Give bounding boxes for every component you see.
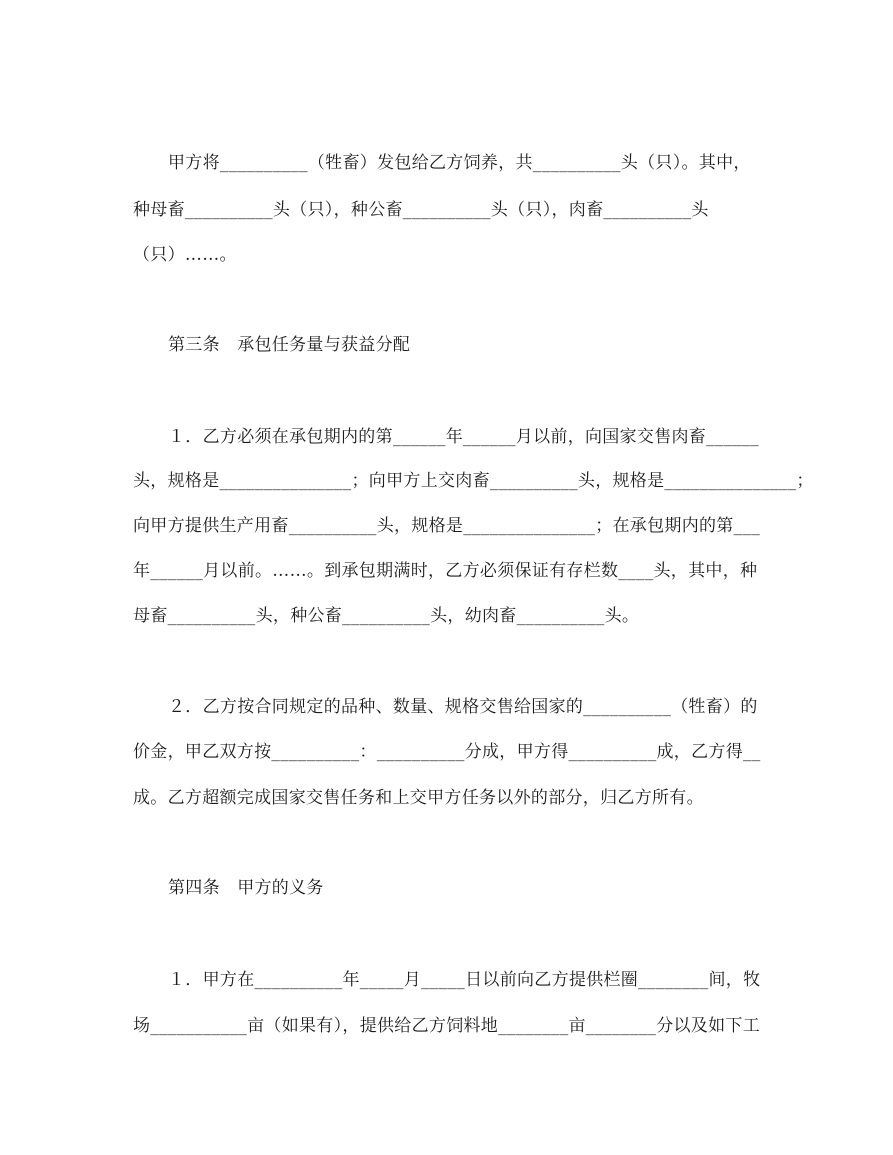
paragraph-line: 甲方将__________（牲畜）发包给乙方饲养，共__________头（只）。其中， — [168, 153, 751, 173]
paragraph-line: （只）……。 — [133, 245, 237, 265]
paragraph-line: 向甲方提供生产用畜__________头，规格是_______________；在承包期内的第___ — [133, 516, 760, 536]
paragraph-line: １．甲方在__________年_____月_____日以前向乙方提供栏圈________间，牧 — [168, 970, 761, 990]
paragraph-line: 成。乙方超额完成国家交售任务和上交甲方任务以外的部分，归乙方所有。 — [133, 788, 704, 808]
paragraph-line: 年______月以前。……。到承包期满时，乙方必须保证有存栏数____头，其中，种 — [133, 561, 758, 581]
paragraph-line: 头，规格是_______________；向甲方上交肉畜__________头，规格是_______________； — [133, 471, 814, 491]
paragraph-line: 母畜__________头，种公畜__________头，幼肉畜__________头。 — [133, 606, 640, 626]
article-heading: 第三条 承包任务量与获益分配 — [168, 335, 411, 355]
article-heading: 第四条 甲方的义务 — [168, 878, 324, 898]
paragraph-line: 价金，甲乙双方按__________：__________分成，甲方得__________成，乙方得__ — [133, 742, 761, 762]
paragraph-line: 场___________亩（如果有），提供给乙方饲料地________亩________分以及如下工 — [133, 1016, 760, 1036]
paragraph-line: １．乙方必须在承包期内的第______年______月以前，向国家交售肉畜______ — [168, 427, 759, 447]
paragraph-line: 种母畜__________头（只），种公畜__________头（只），肉畜__________头 — [133, 200, 709, 220]
paragraph-line: ２．乙方按合同规定的品种、数量、规格交售给国家的__________（牲畜）的 — [168, 697, 758, 717]
